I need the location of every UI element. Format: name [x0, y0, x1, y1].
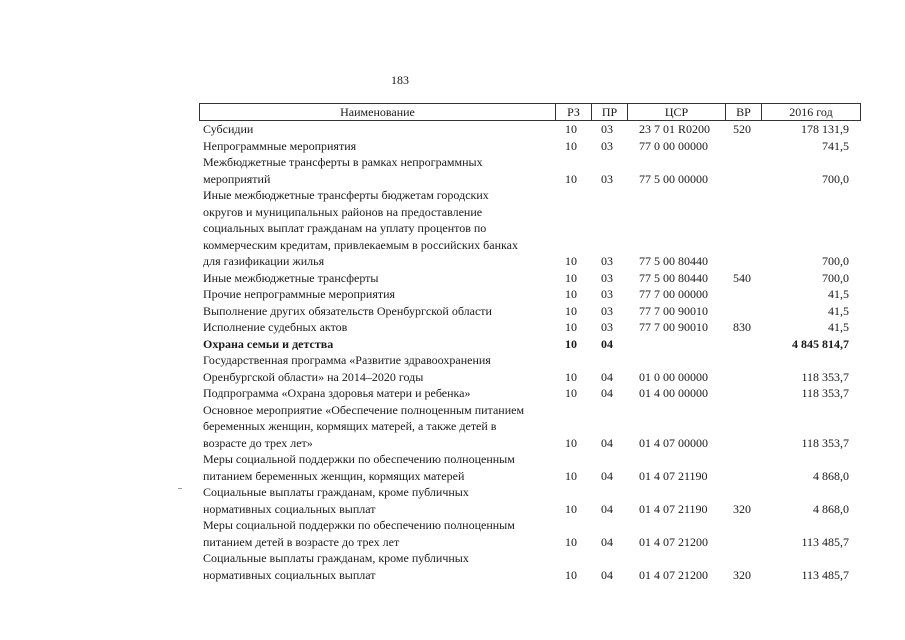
row-csr: 77 0 00 00000 — [639, 138, 708, 153]
scan-speck — [178, 488, 182, 489]
row-rz: 10 — [565, 435, 577, 450]
row-amount: 41,5 — [828, 303, 849, 318]
table-row — [199, 402, 861, 452]
row-rz: 10 — [565, 534, 577, 549]
row-rz: 10 — [565, 501, 577, 516]
row-name: Непрограммные мероприятия — [203, 138, 357, 153]
header-vr: ВР — [725, 104, 761, 120]
row-csr: 77 5 00 80440 — [639, 270, 708, 285]
row-rz: 10 — [565, 468, 577, 483]
row-rz: 10 — [565, 171, 577, 186]
row-rz: 10 — [565, 369, 577, 384]
table-row — [199, 286, 861, 303]
table-row — [199, 517, 861, 550]
row-rz: 10 — [565, 270, 577, 285]
table-row — [199, 484, 861, 517]
table-row — [199, 138, 861, 155]
table-row — [199, 154, 861, 187]
table-row — [199, 121, 861, 138]
row-name: Исполнение судебных актов — [203, 320, 348, 334]
table-row — [199, 451, 861, 484]
table-row — [199, 319, 861, 336]
page-number-text: 183 — [391, 73, 409, 87]
row-name: Субсидии — [203, 122, 254, 136]
row-pr: 04 — [601, 435, 613, 450]
row-amount: 41,5 — [828, 287, 849, 301]
row-name: Прочие непрограммные мероприятия — [203, 287, 396, 301]
row-name: Межбюджетные трансферты в рамках непрограммных мероприятий — [203, 155, 483, 186]
row-csr: 77 5 00 00000 — [639, 171, 708, 186]
row-pr: 04 — [601, 386, 613, 400]
row-rz: 10 — [565, 336, 577, 351]
row-rz: 10 — [565, 122, 577, 136]
row-pr: 04 — [601, 567, 613, 582]
row-pr: 03 — [601, 171, 613, 186]
row-name: Подпрограмма «Охрана здоровья матери и ребенка» — [203, 386, 471, 400]
row-vr: 540 — [733, 270, 751, 285]
row-csr: 77 7 00 90010 — [639, 320, 708, 334]
row-csr: 01 4 07 21190 — [639, 501, 708, 516]
row-amount: 741,5 — [822, 138, 849, 153]
table-header — [199, 103, 861, 121]
row-pr: 04 — [601, 468, 613, 483]
row-name: Основное мероприятие «Обеспечение полноценным питанием беременных женщин, кормящих матерей, а также детей в возрасте до трех лет» — [203, 402, 525, 450]
row-rz: 10 — [565, 567, 577, 582]
row-rz: 10 — [565, 386, 577, 400]
row-csr: 01 4 07 21200 — [639, 534, 708, 549]
table-row — [199, 270, 861, 287]
row-name: Иные межбюджетные трансферты бюджетам городских округов и муниципальных районов на предоставление социальных выплат гражданам на уплату процентов по коммерческим кредитам, привлекаемым в российских банках для газификации жилья — [203, 188, 518, 268]
row-rz: 10 — [565, 254, 577, 268]
row-vr: 520 — [733, 122, 751, 136]
row-csr: 01 4 00 00000 — [639, 386, 708, 400]
row-amount: 178 131,9 — [801, 122, 849, 136]
row-pr: 03 — [601, 320, 613, 334]
row-pr: 04 — [601, 534, 613, 549]
table-row — [199, 550, 861, 583]
table-row — [199, 187, 861, 270]
row-pr: 03 — [601, 254, 613, 268]
row-pr: 04 — [601, 336, 613, 351]
table-body — [199, 121, 861, 583]
header-year: 2016 год — [761, 104, 861, 120]
row-pr: 04 — [601, 369, 613, 384]
row-amount: 113 485,7 — [801, 567, 849, 582]
header-csr: ЦСР — [627, 104, 725, 120]
row-name: Государственная программа «Развитие здравоохранения Оренбургской области» на 2014–2020 годы — [203, 353, 491, 384]
row-pr: 03 — [601, 287, 613, 301]
row-csr: 77 5 00 80440 — [639, 254, 708, 268]
table-row — [199, 336, 861, 353]
row-vr: 830 — [733, 320, 751, 334]
row-pr: 03 — [601, 270, 613, 285]
row-csr: 01 4 07 21190 — [639, 468, 708, 483]
row-pr: 03 — [601, 122, 613, 136]
row-csr: 01 4 07 00000 — [639, 435, 708, 450]
row-pr: 04 — [601, 501, 613, 516]
row-amount: 4 845 814,7 — [792, 336, 849, 351]
row-name: Социальные выплаты гражданам, кроме публичных нормативных социальных выплат — [203, 551, 469, 582]
row-name: Иные межбюджетные трансферты — [203, 270, 379, 285]
row-name: Охрана семьи и детства — [203, 336, 334, 351]
row-rz: 10 — [565, 303, 577, 318]
row-rz: 10 — [565, 138, 577, 153]
row-csr: 01 0 00 00000 — [639, 369, 708, 384]
header-pr: ПР — [591, 104, 627, 120]
row-rz: 10 — [565, 320, 577, 334]
row-rz: 10 — [565, 287, 577, 301]
row-amount: 700,0 — [822, 270, 849, 285]
row-csr: 77 7 00 00000 — [639, 287, 708, 301]
table-row — [199, 385, 861, 402]
row-amount: 118 353,7 — [801, 369, 849, 384]
row-pr: 03 — [601, 303, 613, 318]
row-amount: 4 868,0 — [813, 468, 849, 483]
budget-table — [199, 103, 861, 583]
header-rz: РЗ — [555, 104, 591, 120]
row-csr: 23 7 01 R0200 — [639, 122, 711, 136]
row-csr: 01 4 07 21200 — [639, 567, 708, 582]
row-amount: 700,0 — [822, 171, 849, 186]
row-name: Выполнение других обязательств Оренбургской области — [203, 303, 492, 318]
row-amount: 41,5 — [828, 320, 849, 334]
row-vr: 320 — [733, 501, 751, 516]
row-csr: 77 7 00 90010 — [639, 303, 708, 318]
header-name: Наименование — [199, 104, 555, 120]
row-name: Меры социальной поддержки по обеспечению полноценным питанием беременных женщин, кормящих матерей — [203, 452, 515, 483]
table-row — [199, 352, 861, 385]
row-amount: 700,0 — [822, 254, 849, 268]
page-number — [0, 73, 905, 88]
row-name: Социальные выплаты гражданам, кроме публичных нормативных социальных выплат — [203, 485, 469, 516]
row-vr: 320 — [733, 567, 751, 582]
row-name: Меры социальной поддержки по обеспечению полноценным питанием детей в возрасте до трех лет — [203, 518, 515, 549]
row-amount: 113 485,7 — [801, 534, 849, 549]
row-amount: 118 353,7 — [801, 435, 849, 450]
row-amount: 118 353,7 — [801, 386, 849, 400]
row-pr: 03 — [601, 138, 613, 153]
table-row — [199, 303, 861, 320]
row-amount: 4 868,0 — [813, 501, 849, 516]
